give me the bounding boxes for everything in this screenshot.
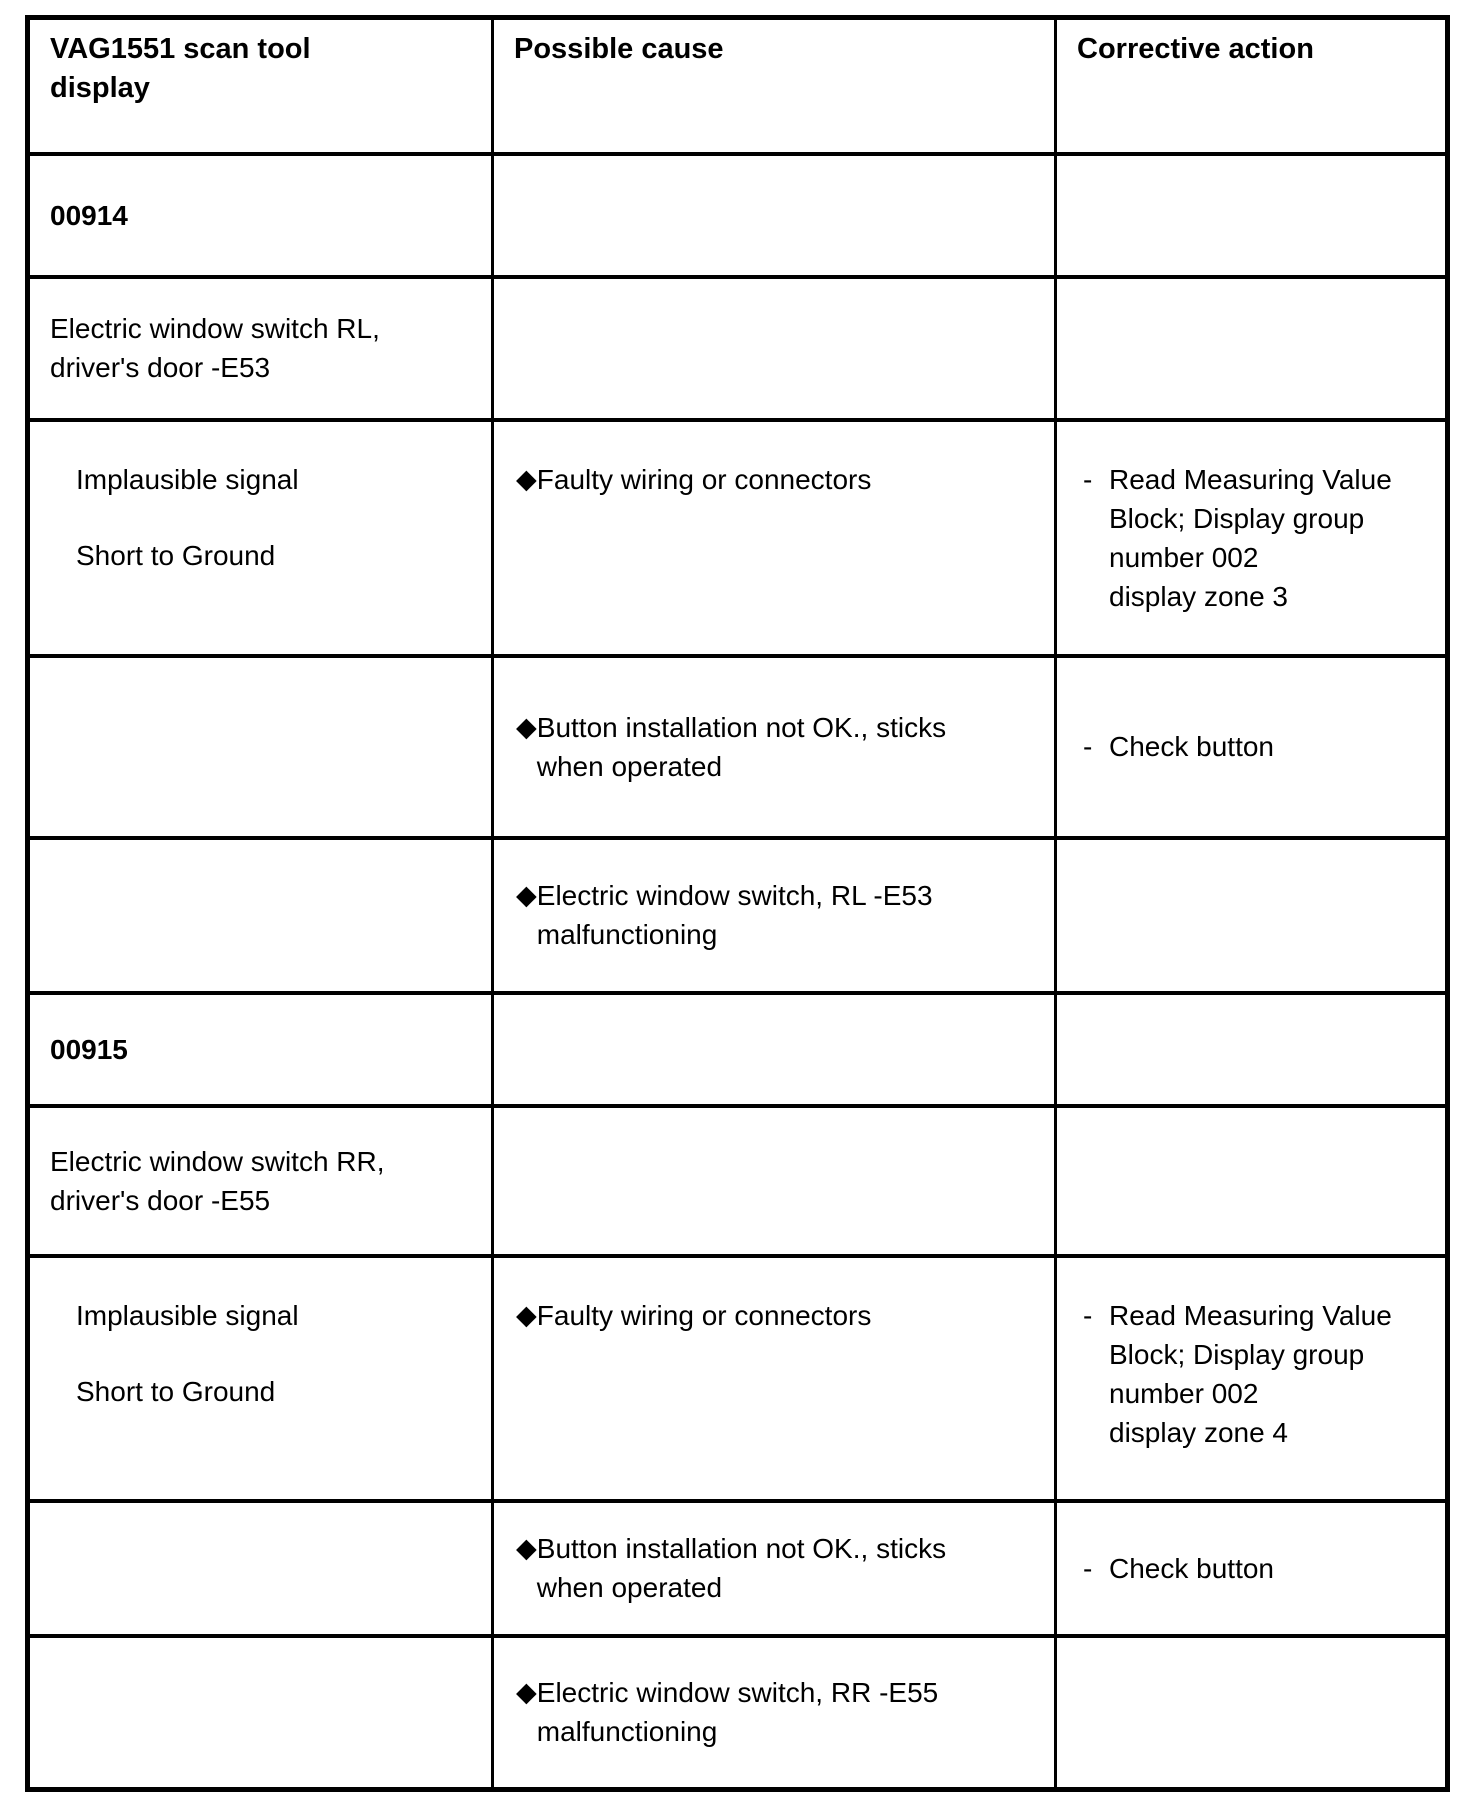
diamond-bullet-icon: ◆ bbox=[516, 463, 537, 494]
action-line: Read Measuring Value bbox=[1109, 463, 1392, 495]
cause-line: when operated bbox=[536, 750, 723, 782]
cause-line: Button installation not OK., sticks bbox=[536, 1533, 947, 1564]
dash-bullet-icon: - bbox=[1083, 463, 1093, 495]
component-line: Electric window switch RR, bbox=[50, 1145, 385, 1177]
empty-cell bbox=[28, 1501, 493, 1636]
cause-line: Electric window switch, RL -E53 bbox=[536, 880, 933, 911]
cause-line: malfunctioning bbox=[536, 1716, 718, 1748]
action-line: display zone 4 bbox=[1109, 1416, 1289, 1448]
dtc-00914-cause-button-row bbox=[28, 656, 1448, 838]
action-line: number 002 bbox=[1109, 1377, 1259, 1409]
empty-cell bbox=[1056, 154, 1448, 277]
cause-cell bbox=[493, 1256, 1056, 1501]
component-line: driver's door -E55 bbox=[50, 1184, 271, 1216]
diamond-bullet-icon: ◆ bbox=[516, 1299, 537, 1330]
cause-cell bbox=[493, 1501, 1056, 1636]
component-cell bbox=[28, 277, 493, 420]
action-line: Read Measuring Value bbox=[1109, 1299, 1392, 1331]
action-line: Check button bbox=[1109, 731, 1274, 762]
action-line: display zone 3 bbox=[1109, 580, 1289, 612]
cause-line: when operated bbox=[536, 1572, 723, 1603]
cause-line: Button installation not OK., sticks bbox=[536, 711, 947, 743]
dash-bullet-icon: - bbox=[1083, 731, 1093, 762]
cause-item bbox=[516, 876, 1040, 954]
cause-line: Electric window switch, RR -E55 bbox=[536, 1677, 939, 1709]
symptom-line: Short to Ground bbox=[76, 539, 276, 571]
empty-cell bbox=[1056, 277, 1448, 420]
component-line: driver's door -E53 bbox=[50, 352, 271, 383]
symptom-cell bbox=[28, 1256, 493, 1501]
cause-item bbox=[516, 460, 1040, 499]
dash-bullet-icon: - bbox=[1083, 1299, 1093, 1331]
symptom-line: Implausible signal bbox=[76, 463, 299, 495]
cause-cell bbox=[493, 838, 1056, 993]
action-line: Check button bbox=[1109, 1552, 1274, 1584]
dtc-00915-cause-button-row bbox=[28, 1501, 1448, 1636]
empty-cell bbox=[1056, 1106, 1448, 1256]
symptom-line: Implausible signal bbox=[76, 1299, 299, 1331]
action-cell bbox=[1056, 1501, 1448, 1636]
dtc-00915-component-row bbox=[28, 1106, 1448, 1256]
action-cell bbox=[1056, 656, 1448, 838]
dtc-00914-symptom-row bbox=[28, 420, 1448, 656]
diamond-bullet-icon: ◆ bbox=[516, 880, 537, 910]
empty-cell bbox=[493, 1106, 1056, 1256]
component-cell bbox=[28, 1106, 493, 1256]
empty-cell bbox=[493, 993, 1056, 1106]
action-item bbox=[1083, 727, 1431, 766]
diamond-bullet-icon: ◆ bbox=[516, 1533, 537, 1563]
header-row bbox=[28, 18, 1448, 154]
header-label-line: display bbox=[50, 72, 150, 104]
empty-cell bbox=[28, 838, 493, 993]
header-cell-scan-tool-display bbox=[28, 18, 493, 154]
action-cell bbox=[1056, 420, 1448, 656]
cause-line: malfunctioning bbox=[536, 919, 718, 950]
cause-cell bbox=[493, 656, 1056, 838]
diamond-bullet-icon: ◆ bbox=[516, 711, 537, 742]
cause-item bbox=[516, 1673, 1040, 1751]
cause-item bbox=[516, 1296, 1040, 1335]
action-line: Block; Display group bbox=[1109, 1338, 1365, 1370]
cause-item bbox=[516, 708, 1040, 786]
dtc-00915-symptom-row bbox=[28, 1256, 1448, 1501]
action-cell bbox=[1056, 1256, 1448, 1501]
empty-cell bbox=[1056, 1636, 1448, 1790]
cause-line: Faulty wiring or connectors bbox=[536, 463, 872, 495]
dtc-fault-table bbox=[25, 15, 1450, 1792]
dtc-00914-cause-switch-row bbox=[28, 838, 1448, 993]
cause-line: Faulty wiring or connectors bbox=[536, 1299, 872, 1331]
cause-item bbox=[516, 1529, 1040, 1607]
cause-cell bbox=[493, 1636, 1056, 1790]
action-line: Block; Display group bbox=[1109, 502, 1365, 534]
empty-cell bbox=[1056, 838, 1448, 993]
action-line: number 002 bbox=[1109, 541, 1259, 573]
dtc-code: 00915 bbox=[28, 993, 493, 1106]
dtc-00915-cause-switch-row bbox=[28, 1636, 1448, 1790]
empty-cell bbox=[28, 1636, 493, 1790]
header-label-line: VAG1551 scan tool bbox=[50, 33, 311, 65]
empty-cell bbox=[493, 154, 1056, 277]
diamond-bullet-icon: ◆ bbox=[516, 1677, 537, 1708]
symptom-line: Short to Ground bbox=[76, 1375, 276, 1407]
empty-cell bbox=[493, 277, 1056, 420]
symptom-cell bbox=[28, 420, 493, 656]
action-item bbox=[1083, 460, 1431, 616]
dtc-code: 00914 bbox=[28, 154, 493, 277]
empty-cell bbox=[28, 656, 493, 838]
dtc-00915-code-row bbox=[28, 993, 1448, 1106]
action-item bbox=[1083, 1296, 1431, 1452]
action-item bbox=[1083, 1549, 1431, 1588]
header-cell-possible-cause: Possible cause bbox=[493, 18, 1056, 154]
dtc-00914-component-row bbox=[28, 277, 1448, 420]
cause-cell bbox=[493, 420, 1056, 656]
dtc-00914-code-row bbox=[28, 154, 1448, 277]
component-line: Electric window switch RL, bbox=[50, 313, 380, 344]
empty-cell bbox=[1056, 993, 1448, 1106]
dash-bullet-icon: - bbox=[1083, 1552, 1093, 1584]
header-cell-corrective-action: Corrective action bbox=[1056, 18, 1448, 154]
